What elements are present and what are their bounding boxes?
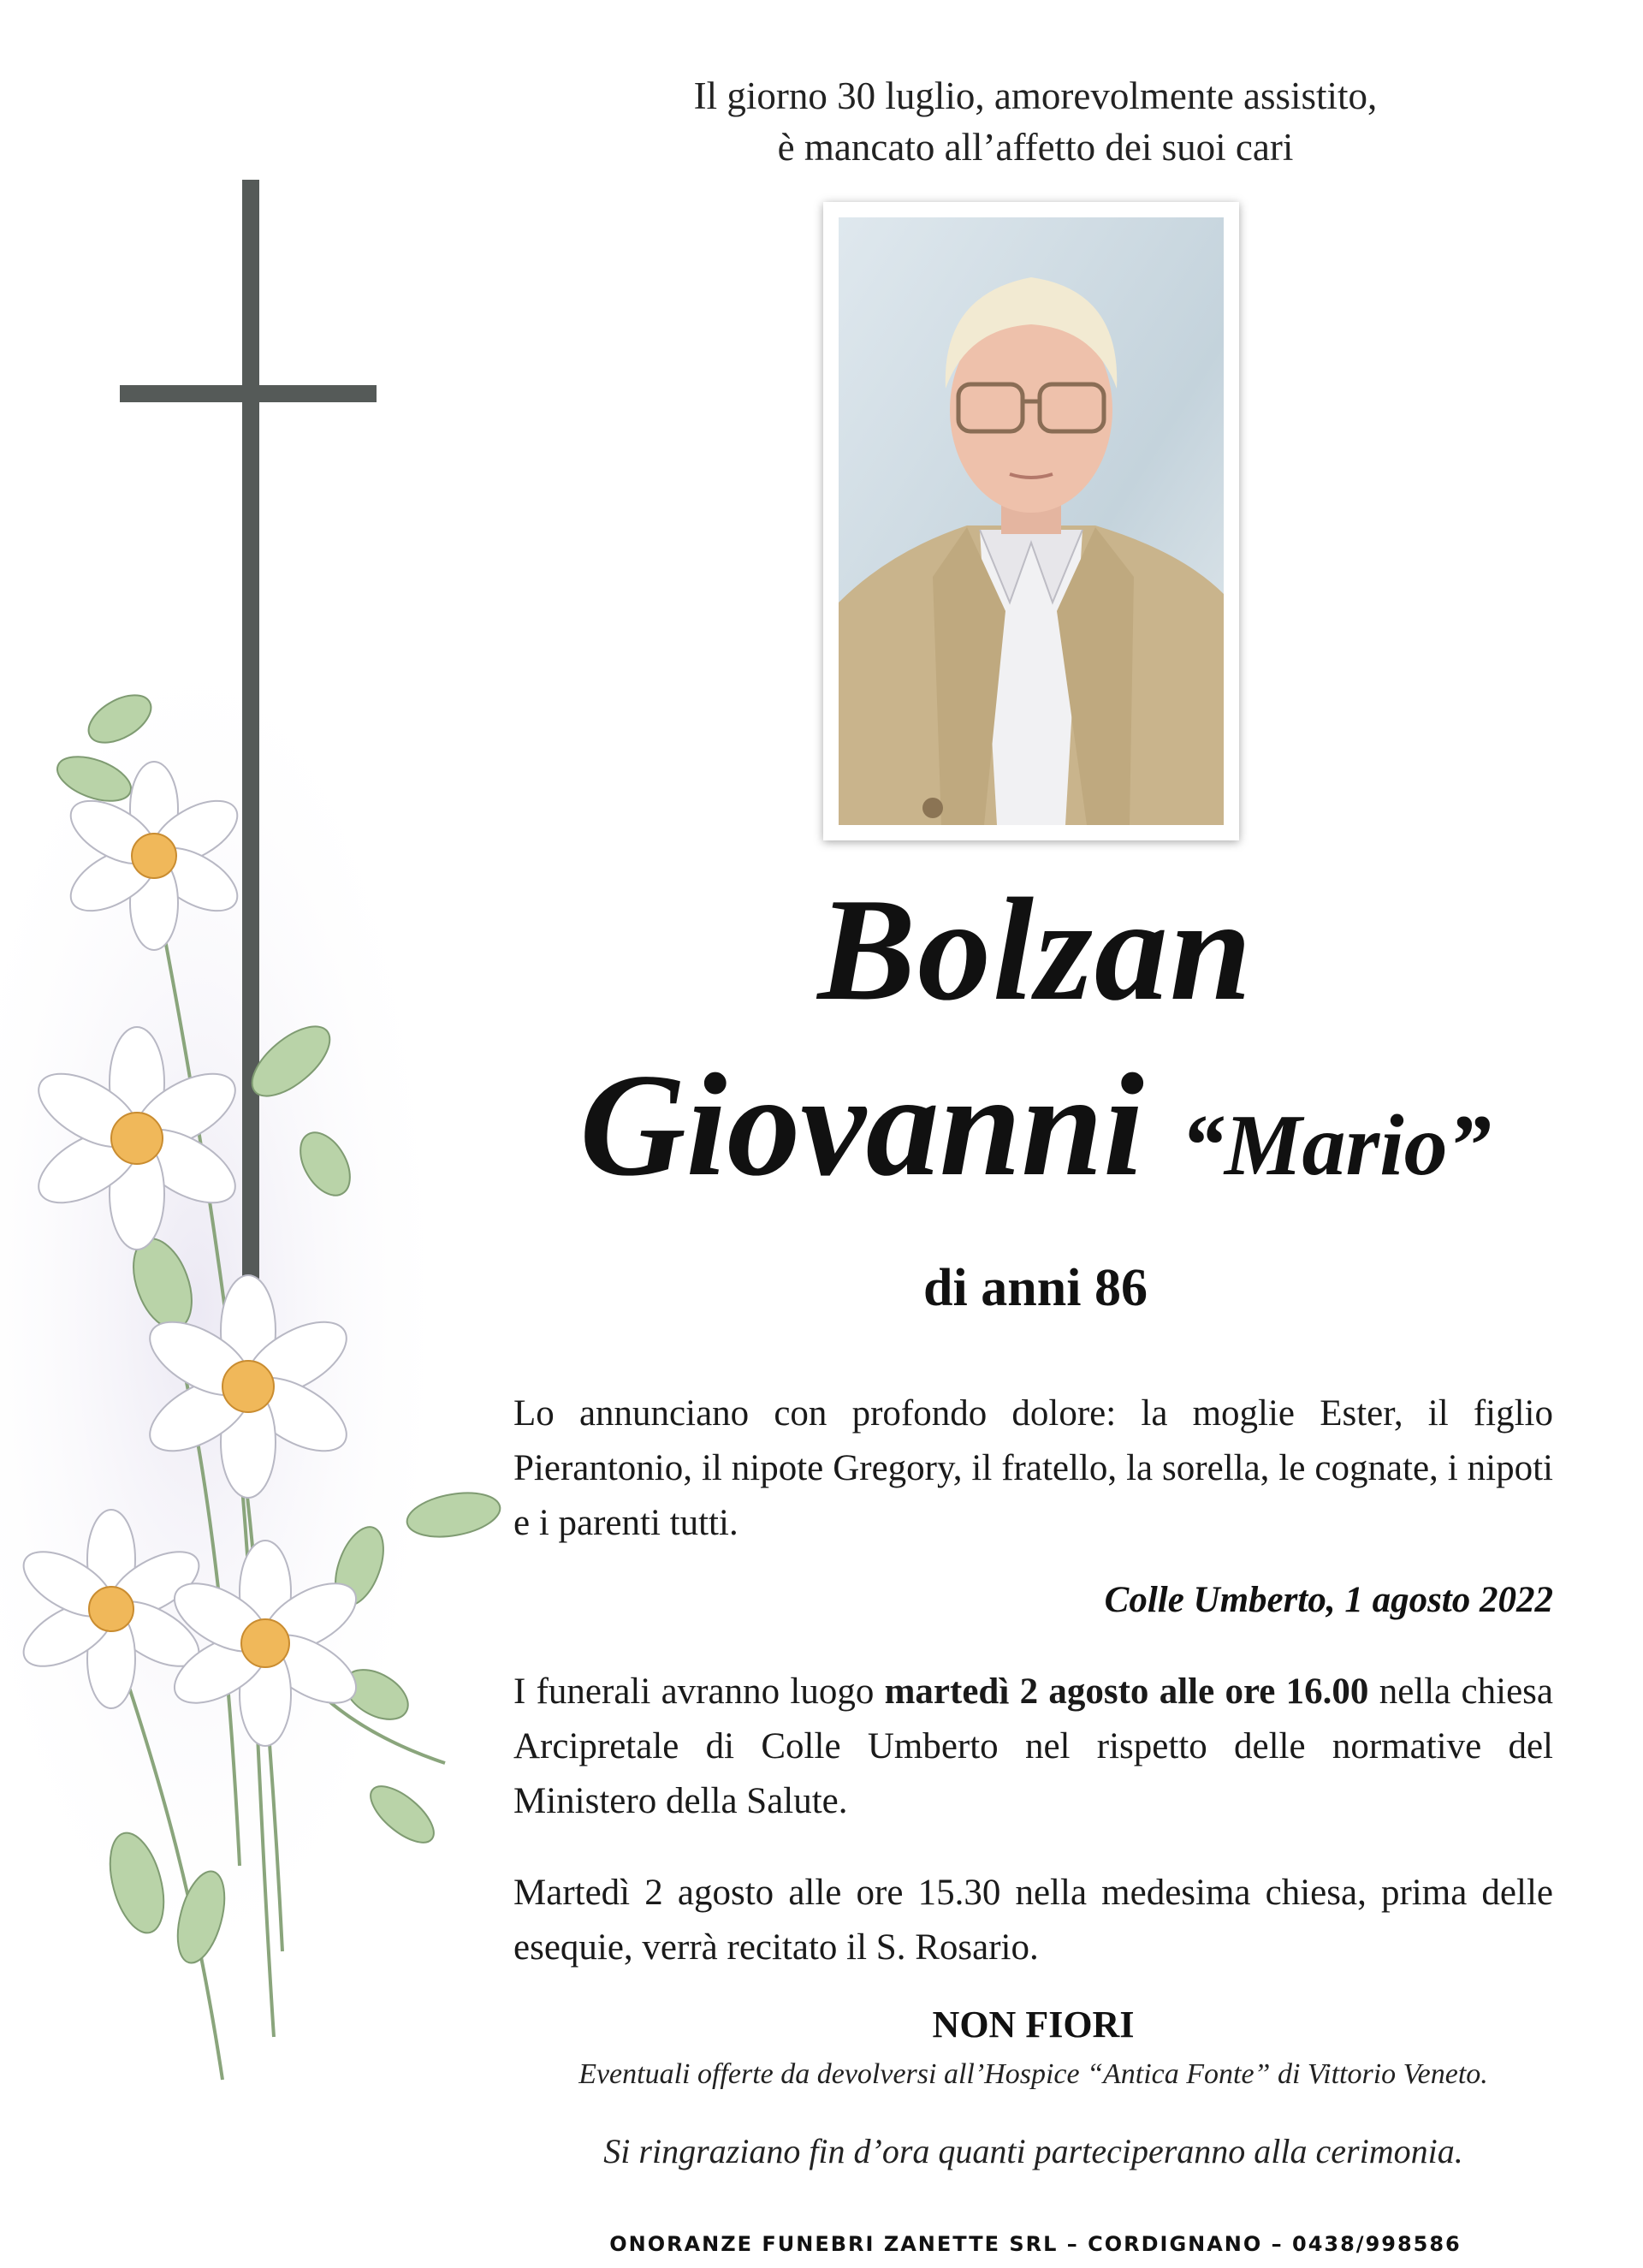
rosary-paragraph: Martedì 2 agosto alle ore 15.30 nella medesima chiesa, prima delle esequie, verrà recitato il S. Rosario. [513, 1873, 1553, 1968]
intro-line-1: Il giorno 30 luglio, amorevolmente assistito, [693, 74, 1378, 117]
intro-line-2: è mancato all’affetto dei suoi cari [777, 126, 1294, 169]
portrait-image [839, 217, 1224, 825]
floral-cross-decoration [0, 154, 513, 2123]
nickname: “Mario” [1180, 1097, 1492, 1194]
place-date: Colle Umberto, 1 agosto 2022 [1104, 1580, 1553, 1620]
deceased-surname: Bolzan [817, 869, 1254, 1031]
funeral-text-before: I funerali avranno luogo [513, 1671, 885, 1712]
deceased-given-name [513, 1044, 1557, 1223]
funeral-datetime: martedì 2 agosto alle ore 16.00 [884, 1671, 1369, 1712]
announcement-paragraph: Lo annunciano con profondo dolore: la moglie Ester, il figlio Pierantonio, il nipote Gregory, il fratello, la sorella, le cognate, i nipoti e i parenti tutti. [513, 1393, 1553, 1543]
portrait-photo [823, 202, 1239, 840]
age-text: di anni 86 [923, 1259, 1148, 1317]
given-name: Giovanni [579, 1044, 1144, 1207]
funeral-paragraph [513, 1665, 1553, 1829]
donations-note: Eventuali offerte da devolversi all’Hospice “Antica Fonte” di Vittorio Veneto. [578, 2058, 1488, 2090]
non-fiori-heading: NON FIORI [932, 2004, 1135, 2045]
funeral-home-footer: ONORANZE FUNEBRI ZANETTE SRL – CORDIGNANO – 0438/998586 [609, 2232, 1462, 2256]
intro-text [531, 70, 1540, 173]
funeral-text-after: nella chiesa Arcipretale di Colle Umberto nel rispetto delle normative del Ministero della Salute. [513, 1671, 1553, 1821]
thanks-note: Si ringraziano fin d’ora quanti parteciperanno alla cerimonia. [603, 2132, 1463, 2170]
